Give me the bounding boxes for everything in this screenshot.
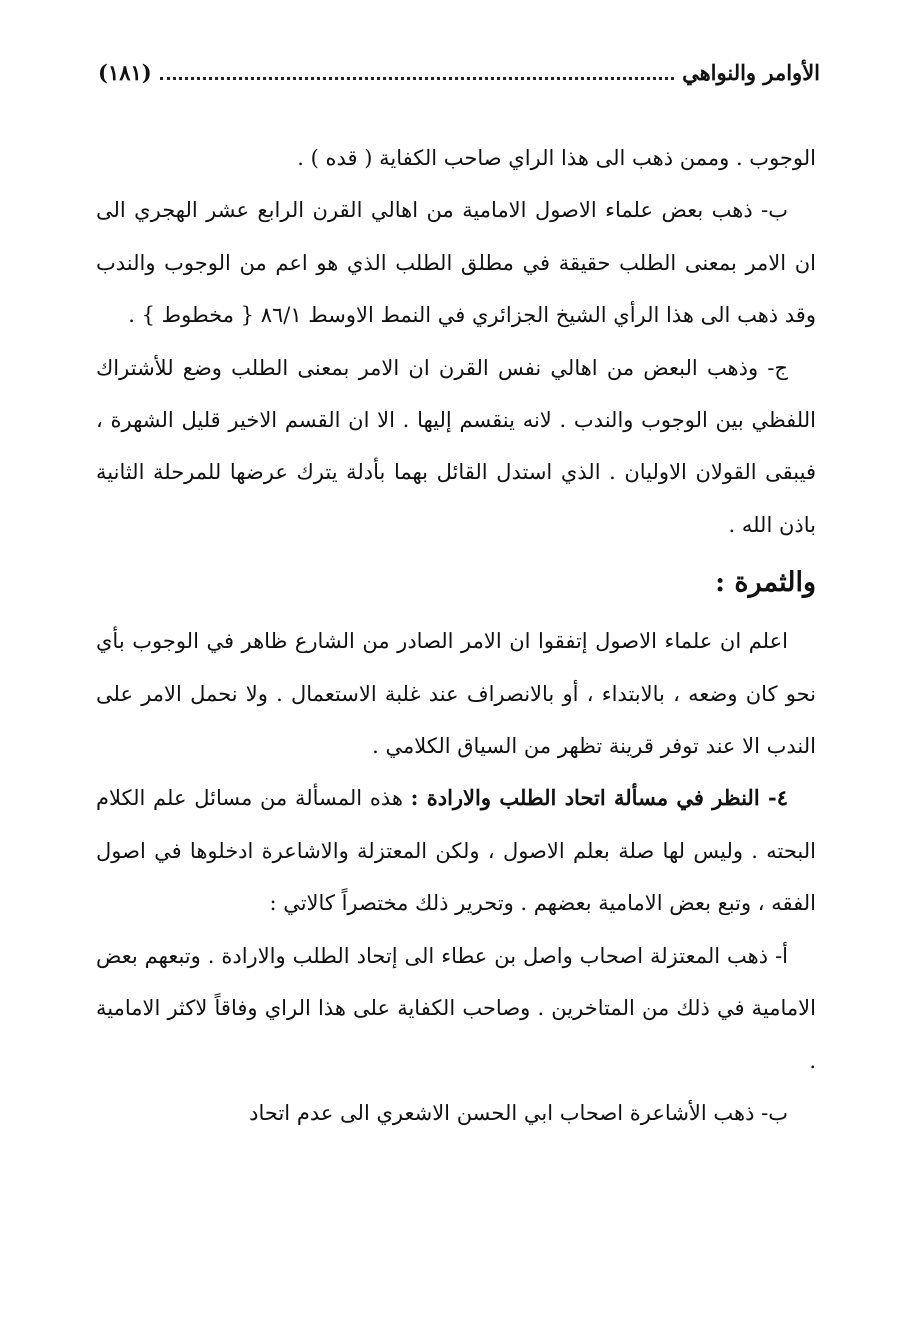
section-heading-fruit: والثمرة : [715,567,816,599]
page-body [96,132,816,1139]
paragraph-a: أ- ذهب المعتزلة اصحاب واصل بن عطاء الى إتحاد الطلب والارادة . وتبعهم بعض الامامية في ذلك من المتاخرين . وصاحب الكفاية على هذا الراي وفاقاً لاكثر الامامية . [96,943,816,1073]
running-header [98,52,820,92]
chapter-title: الأوامر والنواهي [682,59,820,85]
paragraph-b: ب- ذهب بعض علماء الاصول الامامية من اهالي القرن الرابع عشر الهجري الى ان الامر بمعنى الطلب حقيقة في مطلق الطلب الذي هو اعم من الوجوب والندب وقد ذهب الى هذا الرأي الشيخ الجزائري في النمط الاوسط ٨٦/١ { مخطوط } . [96,198,816,328]
page-number: (١٨١) [98,59,152,85]
paragraph-continuation: الوجوب . وممن ذهب الى هذا الراي صاحب الكفاية ( قده ) . [297,146,816,170]
paragraph-b2: ب- ذهب الأشاعرة اصحاب ابي الحسن الاشعري الى عدم اتحاد [249,1100,788,1125]
paragraph-4-text: هذه المسألة من مسائل علم الكلام البحته . وليس لها صلة بعلم الاصول ، ولكن المعتزلة والاشاعرة ادخلوها في اصول الفقه ، وتبع بعض الامامية بعضهم . وتحرير ذلك مختصراً كالاتي : [96,786,816,916]
paragraph-j: ج- وذهب البعض من اهالي نفس القرن ان الامر بمعنى الطلب وضع للأشتراك اللفظي بين الوجوب والندب . لانه ينقسم إليها . الا ان القسم الاخير قليل الشهرة ، فيبقى القولان الاوليان . الذي استدل القائل بهما بأدلة يترك عرضها للمرحلة الثانية باذن الله . [96,355,816,537]
paragraph-4-lead: ٤- النظر في مسألة اتحاد الطلب والارادة : [410,785,788,811]
paragraph-4 [96,772,816,929]
paragraph-fruit: اعلم ان علماء الاصول إتفقوا ان الامر الصادر من الشارع ظاهر في الوجوب بأي نحو كان وضعه ، بالابتداء ، أو بالانصراف عند غلبة الاستعمال . ولا نحمل الامر على الندب الا عند توفر قرينة تظهر من السياق الكلامي . [96,629,816,759]
header-dot-leader [160,77,674,80]
